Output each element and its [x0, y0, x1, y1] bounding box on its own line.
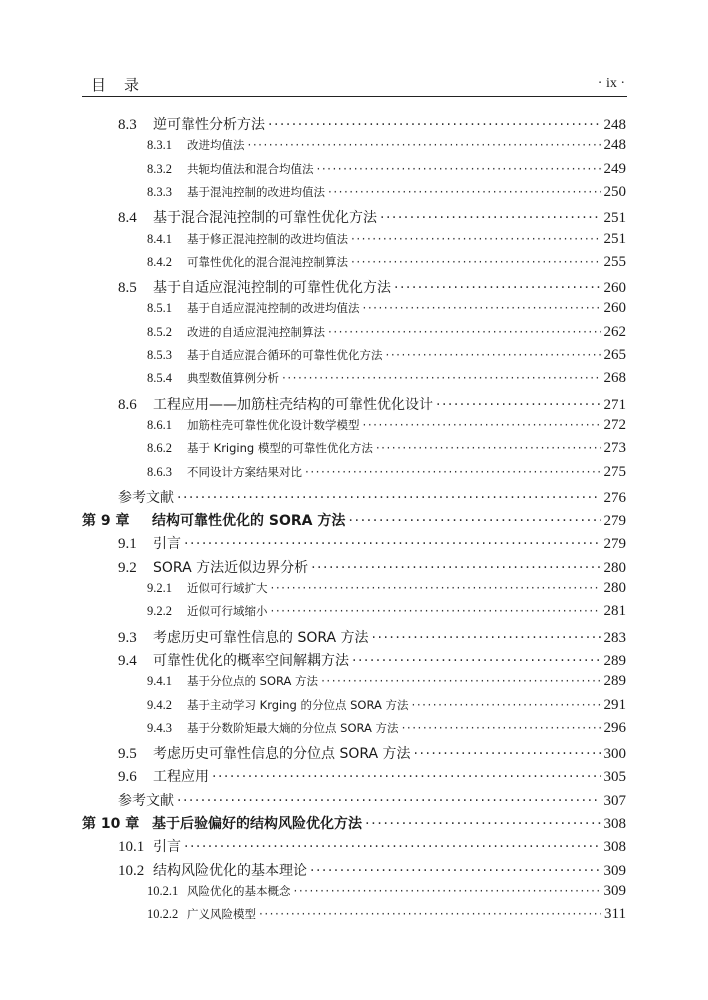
toc-entry-number: 8.3.2 [147, 161, 172, 176]
dot-leader [328, 185, 601, 199]
toc-entry-title: 基于修正混沌控制的改进均值法 [187, 231, 348, 246]
toc-entry-page: 307 [603, 792, 626, 809]
toc-entry [118, 207, 626, 227]
toc-entry-page: 251 [603, 230, 626, 247]
toc-entry-number: 9.2 [118, 559, 137, 576]
toc-entry-title: 改进的自适应混沌控制算法 [187, 324, 325, 339]
toc-entry [147, 603, 626, 623]
toc-entry-page: 289 [603, 652, 626, 669]
toc-entry-page: 273 [603, 440, 626, 457]
toc-entry [118, 743, 626, 763]
toc-entry-page: 305 [603, 769, 626, 786]
dot-leader [436, 397, 601, 413]
toc-entry-page: 260 [603, 300, 626, 317]
toc-entry-title: 加筋柱壳可靠性优化设计数学模型 [187, 417, 360, 432]
toc-entry-title: 风险优化的基本概念 [187, 883, 291, 898]
dot-leader [305, 465, 601, 479]
dot-leader [380, 210, 601, 226]
toc-entry-title: 参考文献 [118, 489, 174, 506]
toc-entry [147, 883, 626, 903]
toc-entry-page: 250 [603, 183, 626, 200]
toc-entry-title: 改进均值法 [187, 138, 245, 153]
toc-entry-number: 第 9 章 [82, 513, 130, 530]
toc-entry [147, 417, 626, 437]
toc-entry [147, 906, 626, 926]
toc-entry-page: 296 [603, 719, 626, 736]
toc-entry-title: 基于主动学习 Krging 的分位点 SORA 方法 [187, 697, 409, 712]
toc-entry-title: 基于分位点的 SORA 方法 [187, 674, 319, 689]
toc-entry-number: 8.4.1 [147, 231, 172, 246]
dot-leader [310, 863, 601, 879]
toc-entry [147, 464, 626, 484]
toc-entry-number: 8.5.4 [147, 371, 172, 386]
toc-entry-title: 基于后验偏好的结构风险优化方法 [152, 816, 362, 832]
toc-entry-page: 283 [603, 629, 626, 646]
toc-entry-number: 10.2.1 [147, 883, 179, 898]
dot-leader [348, 513, 600, 529]
toc-entry-page: 308 [603, 816, 626, 832]
toc-entry-page: 262 [603, 323, 626, 340]
toc-entry-number: 10.2.2 [147, 907, 179, 922]
dot-leader [414, 746, 601, 762]
toc-entry-page: 279 [603, 536, 626, 553]
toc-entry-title: 近似可行域缩小 [187, 604, 268, 619]
dot-leader [328, 325, 601, 339]
toc-entry [82, 813, 626, 833]
toc-references-entry [118, 487, 626, 507]
toc-entry-number: 9.4 [118, 652, 137, 669]
header-section-title: 目录 [91, 76, 158, 94]
toc-entry-number: 8.6.2 [147, 441, 172, 456]
toc-entry [118, 650, 626, 670]
toc-entry-title: 结构风险优化的基本理论 [153, 862, 307, 879]
toc-entry-number: 10.1 [118, 839, 145, 856]
toc-entry [118, 766, 626, 786]
toc-entry-title: 可靠性优化的混合混沌控制算法 [187, 254, 348, 269]
toc-entry-title: 引言 [153, 536, 181, 553]
toc-entry-title: 近似可行域扩大 [187, 581, 268, 595]
toc-entry-page: 268 [603, 370, 626, 387]
toc-entry [147, 720, 626, 740]
toc-entry [118, 860, 626, 880]
toc-entry-page: 281 [603, 603, 626, 620]
dot-leader [271, 604, 601, 618]
toc-entry-page: 265 [603, 347, 626, 363]
toc-entry-page: 309 [603, 862, 626, 879]
dot-leader [317, 162, 601, 176]
toc-entry-number: 9.4.2 [147, 697, 172, 712]
toc-entry-page: 249 [603, 160, 626, 177]
dot-leader [363, 301, 601, 315]
toc-entry-number: 8.3.3 [147, 184, 172, 199]
toc-entry-title: 引言 [153, 839, 181, 856]
dot-leader [412, 698, 601, 712]
toc-entry [118, 114, 626, 134]
toc-entry-number: 9.2.1 [147, 581, 172, 595]
dot-leader [282, 371, 601, 385]
toc-entry-number: 8.3.1 [147, 138, 172, 153]
toc-entry-number: 8.6.1 [147, 417, 172, 432]
toc-entry-number: 第 10 章 [82, 816, 140, 832]
toc-entry-page: 309 [603, 882, 626, 899]
toc-entry [147, 673, 626, 693]
toc-entry [147, 161, 626, 181]
dot-leader [363, 418, 601, 432]
toc-entry-number: 9.4.3 [147, 720, 172, 735]
toc-entry-number: 9.6 [118, 769, 137, 786]
dot-leader [386, 348, 601, 362]
toc-entry-number: 8.5.1 [147, 301, 172, 316]
toc-entry-title: 共轭均值法和混合均值法 [187, 161, 314, 176]
dot-leader [294, 884, 601, 898]
toc-entry-number: 8.5.2 [147, 324, 172, 339]
toc-entry-page: 279 [603, 513, 626, 530]
toc-entry-number: 9.3 [118, 629, 137, 646]
toc-references-entry [118, 790, 626, 810]
toc-entry-page: 272 [603, 416, 626, 433]
toc-entry-title: 基于 Kriging 模型的可靠性优化方法 [187, 441, 373, 456]
toc-entry [147, 300, 626, 320]
toc-entry [147, 254, 626, 274]
toc-entry-page: 248 [603, 117, 626, 133]
toc-entry-page: 275 [603, 463, 626, 480]
toc-entry-page: 255 [603, 253, 626, 270]
dot-leader [352, 653, 601, 669]
dot-leader [351, 232, 601, 246]
dot-leader [177, 793, 601, 809]
toc-entry-title: SORA 方法近似边界分析 [153, 559, 309, 576]
toc-entry-page: 291 [603, 696, 626, 713]
toc-entry-title: 基于分数阶矩最大熵的分位点 SORA 方法 [187, 720, 399, 735]
toc-entry-page: 260 [603, 280, 626, 297]
toc-entry [118, 277, 626, 297]
toc-entry-page: 280 [603, 580, 626, 596]
toc-entry [118, 836, 626, 856]
dot-leader [365, 816, 601, 832]
dot-leader [259, 907, 601, 921]
dot-leader [248, 138, 601, 152]
toc-entry-title: 工程应用——加筋柱壳结构的可靠性优化设计 [153, 396, 433, 413]
toc-entry-page: 308 [603, 839, 626, 856]
dot-leader [212, 769, 601, 785]
toc-entry-title: 典型数值算例分析 [187, 371, 279, 386]
dot-leader [177, 490, 601, 506]
dot-leader [311, 560, 600, 576]
toc-entry [118, 394, 626, 414]
toc-entry [118, 533, 626, 553]
toc-entry-number: 8.6.3 [147, 464, 172, 479]
dot-leader [394, 280, 601, 296]
toc-entry [147, 324, 626, 344]
dot-leader [184, 839, 601, 855]
toc-entry-title: 基于自适应混沌控制的改进均值法 [187, 301, 360, 316]
toc-entry-page: 289 [603, 673, 626, 690]
toc-entry-page: 280 [603, 559, 626, 576]
toc-entry-number: 8.5 [118, 280, 137, 297]
toc-entry-page: 311 [604, 906, 626, 923]
dot-leader [321, 674, 600, 688]
toc-entry-number: 8.4.2 [147, 254, 172, 269]
toc-entry [147, 370, 626, 390]
toc-entry-page: 248 [603, 137, 626, 154]
toc-entry-title: 基于自适应混沌控制的可靠性优化方法 [153, 280, 391, 297]
toc-entry-number: 10.2 [118, 862, 145, 879]
toc-entry-title: 考虑历史可靠性信息的 SORA 方法 [153, 629, 369, 646]
toc-entry-title: 可靠性优化的概率空间解耦方法 [153, 652, 349, 669]
toc-entry-page: 300 [603, 746, 626, 763]
dot-leader [376, 441, 601, 455]
toc-entry [147, 440, 626, 460]
toc-entry-page: 251 [603, 210, 626, 227]
toc-entry-title: 基于混合混沌控制的可靠性优化方法 [153, 210, 377, 227]
toc-entry [147, 137, 626, 157]
toc-entry-title: 工程应用 [153, 769, 209, 786]
toc-entry [147, 347, 626, 367]
toc-entry-title: 不同设计方案结果对比 [187, 464, 302, 479]
dot-leader [372, 630, 601, 646]
toc-entry-number: 8.4 [118, 210, 137, 227]
toc-entry [82, 510, 626, 530]
toc-entry-number: 9.1 [118, 536, 137, 553]
toc-entry-title: 参考文献 [118, 792, 174, 809]
toc-entry [118, 627, 626, 647]
dot-leader [402, 721, 601, 735]
toc-entry-number: 9.5 [118, 746, 137, 763]
toc-entry-title: 考虑历史可靠性信息的分位点 SORA 方法 [153, 746, 411, 763]
dot-leader [268, 117, 601, 133]
toc-entry-number: 8.5.3 [147, 348, 172, 362]
toc-entry-title: 结构可靠性优化的 SORA 方法 [152, 513, 346, 530]
toc-entry [147, 231, 626, 251]
toc-entry-title: 基于自适应混合循环的可靠性优化方法 [187, 348, 383, 362]
toc-entry-title: 逆可靠性分析方法 [153, 117, 265, 133]
dot-leader [351, 255, 601, 269]
toc-entry [147, 580, 626, 600]
header-page-number: · ix · [597, 76, 625, 91]
toc-entry-number: 8.6 [118, 396, 137, 413]
toc-entry [147, 697, 626, 717]
toc-entry-number: 9.2.2 [147, 604, 172, 619]
dot-leader [271, 581, 601, 595]
toc-entry-title: 广义风险模型 [187, 907, 256, 922]
toc-entry [118, 557, 626, 577]
toc-entry-title: 基于混沌控制的改进均值法 [187, 184, 325, 199]
toc-entry-page: 276 [603, 489, 626, 506]
toc-entry-number: 9.4.1 [147, 674, 172, 689]
toc-entry-page: 271 [603, 396, 626, 413]
toc-entry-number: 8.3 [118, 117, 137, 133]
dot-leader [184, 536, 601, 552]
toc-entry [147, 184, 626, 204]
